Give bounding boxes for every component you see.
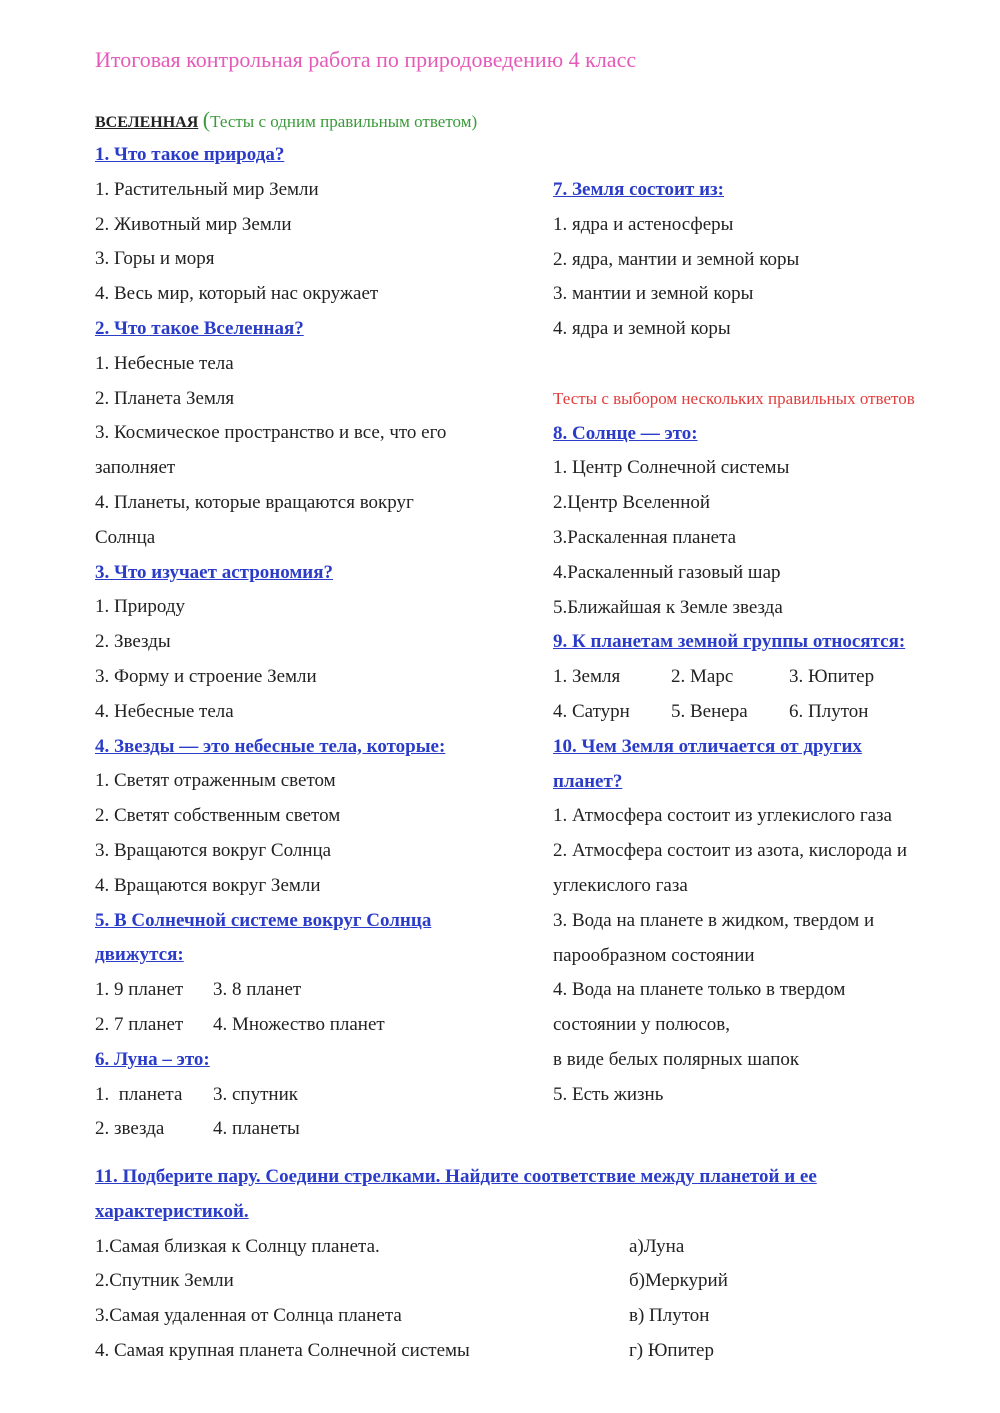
multi-answer-note: Тесты с выбором нескольких правильных ответов — [553, 388, 915, 408]
matching-right-item: в) Плутон — [629, 1305, 710, 1327]
answer-option: 4.Раскаленный газовый шар — [553, 561, 781, 583]
answer-option: 2. Животный мир Земли — [95, 213, 292, 235]
question-title: движутся: — [95, 944, 184, 966]
answer-option: 3. Космическое пространство и все, что его — [95, 422, 447, 444]
answer-option: 5.Ближайшая к Земле звезда — [553, 596, 783, 618]
matching-left-item: 1.Самая близкая к Солнцу планета. — [95, 1235, 380, 1257]
answer-option: 3.Раскаленная планета — [553, 526, 737, 548]
answer-option: 2. Марс — [671, 666, 734, 688]
answer-option: 4. Сатурн — [553, 700, 630, 722]
matching-row — [95, 1299, 915, 1334]
spacer — [553, 347, 993, 382]
answer-option: 3. Горы и моря — [95, 248, 215, 270]
answer-option: состоянии у полюсов, — [553, 1014, 731, 1036]
answer-option: 6. Плутон — [789, 700, 869, 722]
matching-left-item: 2.Спутник Земли — [95, 1270, 234, 1292]
question-title: 8. Солнце — это: — [553, 422, 698, 444]
answer-row — [95, 1008, 535, 1043]
answer-row — [95, 973, 535, 1008]
answer-option: 3. Вода на планете в жидком, твердом и — [553, 909, 875, 931]
matching-row — [95, 1230, 915, 1265]
answer-option: 1. 9 планет — [95, 979, 184, 1001]
answer-option: 4. Вращаются вокруг Земли — [95, 874, 321, 896]
answer-option: 5. Есть жизнь — [553, 1083, 664, 1105]
answer-option: 1. ядра и астеносферы — [553, 213, 734, 235]
answer-option: 2. Атмосфера состоит из азота, кислорода и — [553, 840, 908, 862]
answer-option: 3. спутник — [213, 1083, 298, 1105]
answer-option: углекислого газа — [553, 874, 688, 896]
answer-option: 4. Планеты, которые вращаются вокруг — [95, 491, 414, 513]
answer-option: заполняет — [95, 457, 176, 479]
section-name: ВСЕЛЕННАЯ — [95, 114, 199, 131]
question-title: 6. Луна – это: — [95, 1048, 210, 1070]
answer-option: 1. Центр Солнечной системы — [553, 457, 790, 479]
answer-option: 4. Множество планет — [213, 1013, 385, 1035]
page-title: Итоговая контрольная работа по природоведению 4 класс — [95, 47, 637, 72]
answer-row — [553, 695, 993, 730]
matching-row — [95, 1334, 915, 1369]
answer-option: 1. Растительный мир Земли — [95, 178, 319, 200]
answer-option: 3. Форму и строение Земли — [95, 665, 317, 687]
answer-option: 2.Центр Вселенной — [553, 492, 711, 514]
answer-option: в виде белых полярных шапок — [553, 1048, 800, 1070]
answer-option: 2. Планета Земля — [95, 387, 235, 409]
answer-option: 2. Звезды — [95, 631, 171, 653]
answer-option: 3. Юпитер — [789, 666, 875, 688]
answer-row — [553, 660, 993, 695]
answer-option: 1. Небесные тела — [95, 352, 234, 374]
question-title: 9. К планетам земной группы относятся: — [553, 631, 906, 653]
question-title: 1. Что такое природа? — [95, 144, 285, 165]
right-column — [553, 173, 993, 1113]
matching-left-item: 3.Самая удаленная от Солнца планета — [95, 1305, 402, 1327]
answer-option: парообразном состоянии — [553, 944, 755, 966]
question-title: 2. Что такое Вселенная? — [95, 317, 304, 339]
answer-option: 1. Атмосфера состоит из углекислого газа — [553, 805, 892, 827]
left-column — [95, 138, 535, 1147]
answer-option: 1. Земля — [553, 666, 621, 688]
answer-option: 4. Небесные тела — [95, 700, 234, 722]
question-title: планет? — [553, 770, 623, 792]
answer-option: 4. планеты — [213, 1118, 300, 1140]
answer-row — [95, 1078, 535, 1113]
answer-option: 5. Венера — [671, 700, 748, 722]
question-title: 7. Земля состоит из: — [553, 179, 724, 200]
matching-right-item: г) Юпитер — [629, 1339, 714, 1361]
answer-option: 1. Светят отраженным светом — [95, 770, 336, 792]
section-note: Тесты с одним правильным ответом) — [210, 112, 478, 131]
matching-right-item: а)Луна — [629, 1235, 685, 1257]
question-title: 10. Чем Земля отличается от других — [553, 735, 862, 757]
matching-left-item: 4. Самая крупная планета Солнечной системы — [95, 1339, 470, 1361]
answer-option: 2. ядра, мантии и земной коры — [553, 248, 800, 270]
answer-option: 2. 7 планет — [95, 1013, 184, 1035]
section-heading — [95, 107, 477, 133]
answer-option: 4. Вода на планете только в твердом — [553, 979, 846, 1001]
section-paren: ( — [202, 107, 211, 132]
answer-option: 3. мантии и земной коры — [553, 283, 754, 305]
answer-option: 2. звезда — [95, 1118, 165, 1140]
question-title: 5. В Солнечной системе вокруг Солнца — [95, 909, 432, 931]
question-title: 11. Подберите пару. Соедини стрелками. Найдите соответствие между планетой и ее — [95, 1166, 817, 1187]
question-title: 3. Что изучает астрономия? — [95, 561, 334, 583]
answer-option: 3. 8 планет — [213, 979, 302, 1001]
question-title: характеристикой. — [95, 1200, 249, 1222]
answer-row — [95, 1112, 535, 1147]
answer-option: 1. планета — [95, 1083, 183, 1105]
question-title: 4. Звезды — это небесные тела, которые: — [95, 735, 446, 757]
answer-option: 3. Вращаются вокруг Солнца — [95, 839, 332, 861]
matching-row — [95, 1264, 915, 1299]
answer-option: 2. Светят собственным светом — [95, 805, 341, 827]
matching-question — [95, 1160, 915, 1369]
matching-right-item: б)Меркурий — [629, 1270, 728, 1292]
answer-option: 1. Природу — [95, 596, 186, 618]
answer-option: Солнца — [95, 526, 156, 548]
answer-option: 4. ядра и земной коры — [553, 318, 731, 340]
answer-option: 4. Весь мир, который нас окружает — [95, 283, 379, 305]
